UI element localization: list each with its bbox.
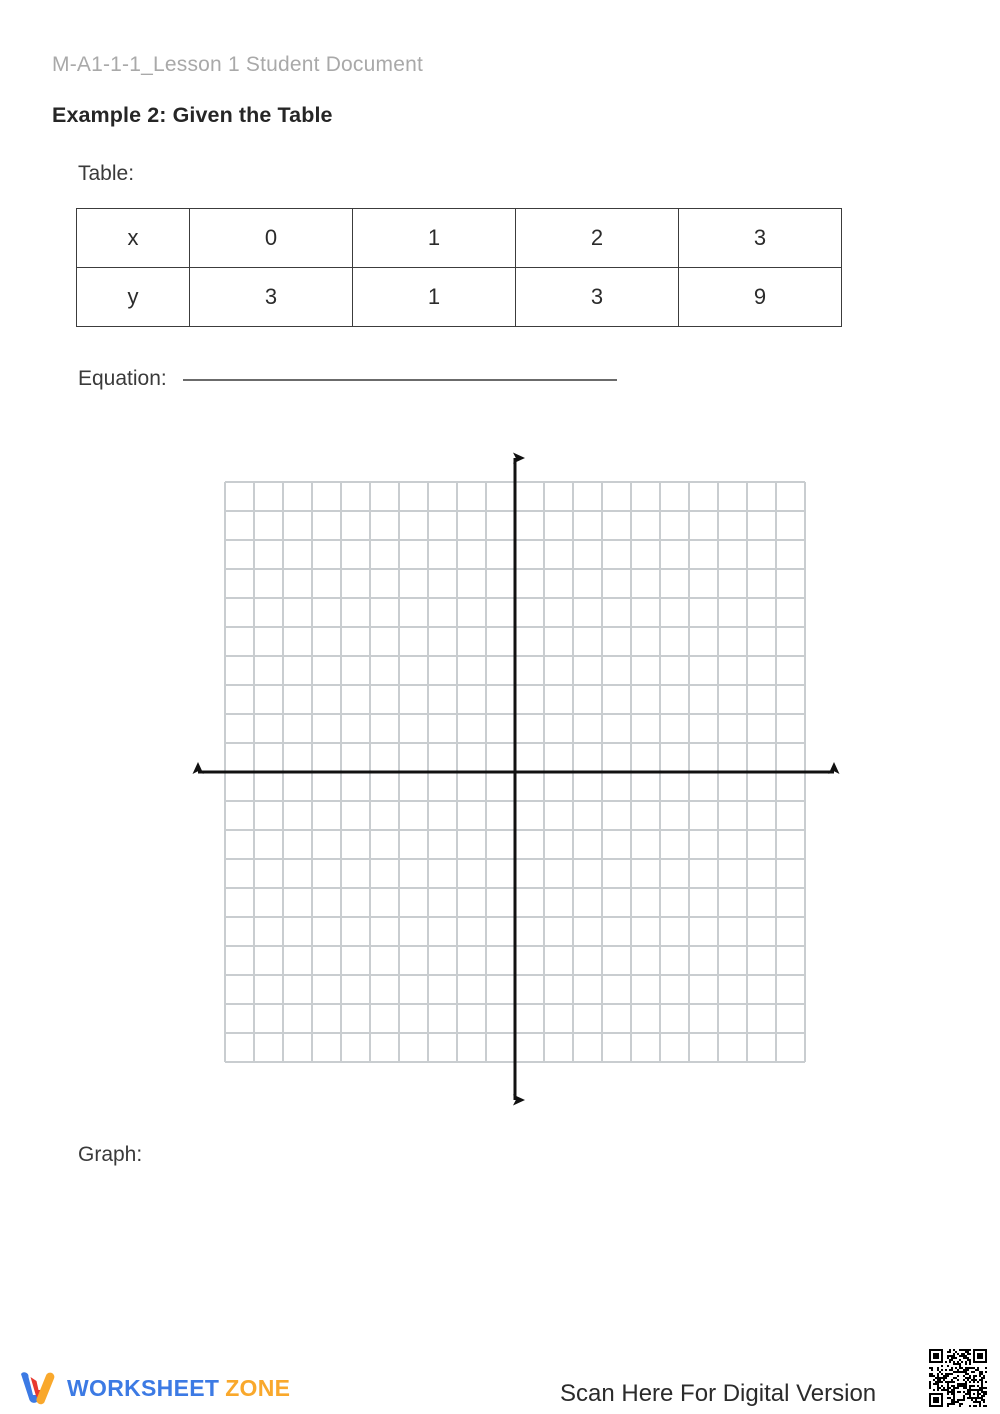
table-cell-value: 1 <box>353 209 516 268</box>
logo-text-worksheet: WORKSHEET <box>67 1374 220 1401</box>
qr-code[interactable] <box>925 1345 991 1411</box>
table-cell-value: 0 <box>190 209 353 268</box>
logo-text-zone: ZONE <box>225 1374 291 1401</box>
table-cell-value: 3 <box>679 209 842 268</box>
table-cell-value: 9 <box>679 268 842 327</box>
table-cell-value: 2 <box>516 209 679 268</box>
scan-instruction-text: Scan Here For Digital Version <box>560 1380 877 1407</box>
equation-section <box>78 367 617 391</box>
graph-section-label: Graph: <box>78 1143 143 1166</box>
qr-code-image <box>925 1345 991 1411</box>
page-title: Example 2: Given the Table <box>52 103 333 127</box>
value-table <box>76 208 842 327</box>
table-cell-value: 3 <box>516 268 679 327</box>
logo-w-icon <box>16 1368 58 1408</box>
coordinate-plane <box>180 440 880 1120</box>
table-cell-value: 3 <box>190 268 353 327</box>
table-cell-variable: x <box>77 209 190 268</box>
worksheet-zone-logo[interactable] <box>16 1368 290 1408</box>
table-section-label: Table: <box>78 162 135 185</box>
equation-label: Equation: <box>78 367 167 390</box>
table-cell-variable: y <box>77 268 190 327</box>
equation-answer-blank[interactable] <box>183 379 617 381</box>
table-cell-value: 1 <box>353 268 516 327</box>
table-row <box>77 268 842 327</box>
document-code: M-A1-1-1_Lesson 1 Student Document <box>52 53 423 76</box>
table-row <box>77 209 842 268</box>
logo-wordmark <box>67 1375 290 1402</box>
